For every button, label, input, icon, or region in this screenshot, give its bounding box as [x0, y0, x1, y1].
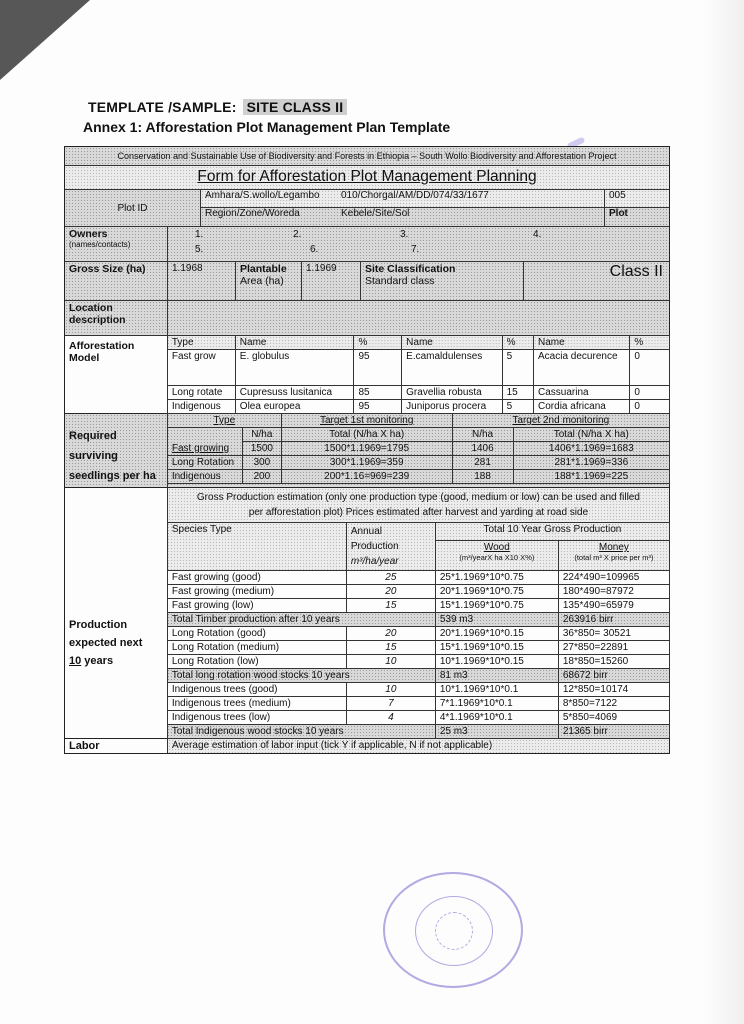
location-row — [65, 300, 669, 335]
plot-location-value[interactable]: Amhara/S.wollo/Legambo — [205, 190, 320, 201]
form-title: Form for Afforestation Plot Management Planning — [65, 165, 669, 189]
table-cell: Indigenous — [167, 400, 235, 414]
total-header-2: Total (N/ha X ha) — [513, 428, 669, 442]
production-label: Production expected next 10 years — [69, 619, 143, 667]
owner-slot-1[interactable]: 1. — [195, 229, 204, 240]
plot-management-form — [64, 146, 670, 754]
plot-id-values — [200, 190, 604, 226]
model-header-pct-2: % — [502, 336, 533, 350]
production-row — [167, 655, 669, 669]
table-cell[interactable]: 5 — [502, 400, 533, 414]
owner-slot-6[interactable]: 6. — [310, 244, 319, 255]
table-cell[interactable]: 95 — [354, 400, 402, 414]
project-banner: Conservation and Sustainable Use of Biodiversity and Forests in Ethiopia – South Wollo Biodiversity and Afforestation Project — [65, 147, 669, 165]
production-cell: Long Rotation (good) — [167, 627, 346, 641]
gross-size-value[interactable]: 1.1968 — [167, 262, 235, 300]
model-header-type: Type — [167, 336, 235, 350]
nha-header-2: N/ha — [452, 428, 513, 442]
table-cell[interactable]: 300*1.1969=359 — [281, 456, 452, 470]
production-cell[interactable]: 21365 birr — [558, 725, 669, 739]
location-label: Location description — [69, 302, 126, 326]
nha-header-1: N/ha — [242, 428, 281, 442]
production-cell[interactable]: 15*1.1969*10*0.75 — [435, 599, 558, 613]
production-total-row — [167, 669, 669, 683]
location-description-field[interactable] — [167, 301, 669, 335]
model-header-row — [167, 336, 669, 350]
plot-caption: Plot — [605, 208, 669, 226]
model-row-indigenous — [167, 400, 669, 414]
table-cell[interactable]: 1500 — [242, 442, 281, 456]
model-header-pct-3: % — [630, 336, 670, 350]
site-class-label: SITE CLASS II — [243, 99, 348, 115]
table-cell — [167, 428, 242, 442]
scan-shadow-corner — [0, 0, 90, 80]
site-class-value[interactable]: Class II — [523, 262, 669, 300]
plot-id-row — [65, 189, 669, 226]
total-10yr-header: Total 10 Year Gross Production — [435, 523, 669, 541]
afforestation-model-row — [65, 335, 669, 413]
owner-slot-7[interactable]: 7. — [411, 244, 420, 255]
production-cell: Total Timber production after 10 years — [167, 613, 435, 627]
production-cell[interactable]: 25 m3 — [435, 725, 558, 739]
labor-label: Labor — [69, 740, 100, 752]
production-cell[interactable]: 539 m3 — [435, 613, 558, 627]
table-cell[interactable]: 281 — [452, 456, 513, 470]
wood-header: Wood (m³/yearX ha X10 X%) — [435, 541, 558, 571]
gross-size-label: Gross Size (ha) — [69, 263, 146, 275]
table-cell[interactable]: 0 — [630, 350, 670, 386]
table-cell: Fast growing — [167, 442, 242, 456]
production-cell[interactable]: 10*1.1969*10*0.15 — [435, 655, 558, 669]
production-total-row — [167, 725, 669, 739]
production-cell[interactable]: 263916 birr — [558, 613, 669, 627]
production-cell: Long Rotation (low) — [167, 655, 346, 669]
model-header-pct-1: % — [354, 336, 402, 350]
species-type-header: Species Type — [167, 523, 346, 571]
model-header-name-3: Name — [534, 336, 630, 350]
seedlings-row — [65, 413, 669, 487]
table-cell[interactable]: Gravellia robusta — [402, 386, 502, 400]
table-cell: Long rotate — [167, 386, 235, 400]
production-cell: Indigenous trees (low) — [167, 711, 346, 725]
owners-label: Owners — [69, 228, 108, 240]
plot-location-caption: Region/Zone/Woreda — [205, 208, 300, 219]
production-row — [167, 599, 669, 613]
total-header-1: Total (N/ha X ha) — [281, 428, 452, 442]
production-cell: Fast growing (low) — [167, 599, 346, 613]
production-cell[interactable]: 36*850= 30521 — [558, 627, 669, 641]
production-cell: Fast growing (good) — [167, 571, 346, 585]
seedlings-type-header: Type — [167, 414, 281, 428]
production-total-row — [167, 613, 669, 627]
production-cell[interactable]: 15*1.1969*10*0.15 — [435, 641, 558, 655]
production-cell[interactable]: 224*490=109965 — [558, 571, 669, 585]
seedlings-row-long-rotation — [167, 456, 669, 470]
table-cell[interactable]: 5 — [502, 350, 533, 386]
table-cell[interactable]: Cassuarina — [534, 386, 630, 400]
annex-title: Annex 1: Afforestation Plot Management Plan Template — [83, 119, 451, 135]
model-header-name-2: Name — [402, 336, 502, 350]
table-cell[interactable]: 85 — [354, 386, 402, 400]
template-label: TEMPLATE /SAMPLE: — [88, 99, 237, 115]
annual-production-header: Annual Production m³/ha/year — [346, 523, 435, 571]
production-cell[interactable]: 68672 birr — [558, 669, 669, 683]
production-table — [167, 488, 669, 738]
table-cell[interactable]: 15 — [502, 386, 533, 400]
model-row-fast-grow — [167, 350, 669, 386]
production-cell[interactable]: 180*490=87972 — [558, 585, 669, 599]
table-cell: Indigenous — [167, 470, 242, 484]
seedlings-row-indigenous — [167, 470, 669, 484]
owner-slot-5[interactable]: 5. — [195, 244, 204, 255]
table-cell[interactable]: 200 — [242, 470, 281, 484]
money-header: Money (total m³ X price per m³) — [558, 541, 669, 571]
table-cell[interactable]: Olea europea — [235, 400, 354, 414]
production-cell: Long Rotation (medium) — [167, 641, 346, 655]
production-cell[interactable]: 20 — [346, 585, 435, 599]
seedlings-label: Required surviving seedlings per ha — [69, 430, 156, 482]
table-cell[interactable]: E. globulus — [235, 350, 354, 386]
owners-sublabel: (names/contacts) — [69, 240, 131, 249]
production-cell[interactable]: 20*1.1969*10*0.15 — [435, 627, 558, 641]
table-cell[interactable]: 200*1.16=969=239 — [281, 470, 452, 484]
production-cell[interactable]: 15 — [346, 641, 435, 655]
production-cell[interactable]: 20*1.1969*10*0.75 — [435, 585, 558, 599]
table-cell[interactable]: 0 — [630, 386, 670, 400]
production-row — [167, 585, 669, 599]
template-heading — [88, 99, 347, 115]
plantable-area-value[interactable]: 1.1969 — [301, 262, 360, 300]
production-cell: Indigenous trees (medium) — [167, 697, 346, 711]
site-classification-label: Site Classification Standard class — [360, 262, 523, 300]
table-cell[interactable]: Acacia decurence — [534, 350, 630, 386]
table-cell[interactable]: 1500*1.1969=1795 — [281, 442, 452, 456]
owners-slots — [167, 227, 669, 261]
table-cell[interactable]: 0 — [630, 400, 670, 414]
table-cell: Fast grow — [167, 350, 235, 386]
plot-code-value[interactable]: 010/Chorgal/AM/DD/074/33/1677 — [341, 190, 489, 201]
production-cell[interactable]: 81 m3 — [435, 669, 558, 683]
production-cell: Total long rotation wood stocks 10 years — [167, 669, 435, 683]
owner-slot-3[interactable]: 3. — [400, 229, 409, 240]
official-seal-stamp — [383, 872, 523, 988]
production-cell[interactable]: 7*1.1969*10*0.1 — [435, 697, 558, 711]
production-cell: Indigenous trees (good) — [167, 683, 346, 697]
target-1-header: Target 1st monitoring — [281, 414, 452, 428]
production-row — [167, 641, 669, 655]
production-cell[interactable]: 7 — [346, 697, 435, 711]
labor-instruction: Average estimation of labor input (tick Y if applicable, N if not applicable) — [167, 739, 669, 753]
table-cell[interactable]: 188*1.1969=225 — [513, 470, 669, 484]
production-row — [167, 627, 669, 641]
plot-number[interactable]: 005 — [605, 190, 669, 208]
production-cell: Fast growing (medium) — [167, 585, 346, 599]
production-cell[interactable]: 4*1.1969*10*0.1 — [435, 711, 558, 725]
production-cell[interactable]: 25*1.1969*10*0.75 — [435, 571, 558, 585]
model-header-name-1: Name — [235, 336, 354, 350]
production-cell[interactable]: 20 — [346, 627, 435, 641]
owners-row — [65, 226, 669, 261]
table-cell[interactable]: E.camaldulenses — [402, 350, 502, 386]
production-row — [167, 711, 669, 725]
production-cell[interactable]: 10 — [346, 683, 435, 697]
afforestation-model-label: Afforestation Model — [69, 340, 135, 364]
production-intro: Gross Production estimation (only one production type (good, medium or low) can be used and filled per afforestation plot) Prices estimated after harvest and yarding at road side — [168, 488, 669, 522]
production-row — [167, 571, 669, 585]
table-cell[interactable]: 1406 — [452, 442, 513, 456]
production-row — [167, 697, 669, 711]
production-cell[interactable]: 10 — [346, 655, 435, 669]
owner-slot-4[interactable]: 4. — [533, 229, 542, 240]
seedlings-row-fast-growing — [167, 442, 669, 456]
scan-page-edge — [704, 0, 744, 1024]
table-cell[interactable]: 95 — [354, 350, 402, 386]
plot-code-caption: Kebele/Site/Sol — [341, 208, 410, 219]
production-cell[interactable]: 25 — [346, 571, 435, 585]
production-cell[interactable]: 5*850=4069 — [558, 711, 669, 725]
plantable-area-label: Plantable Area (ha) — [235, 262, 301, 300]
table-cell: Long Rotation — [167, 456, 242, 470]
seedlings-table — [167, 414, 669, 487]
table-cell[interactable]: 281*1.1969=336 — [513, 456, 669, 470]
production-cell[interactable]: 8*850=7122 — [558, 697, 669, 711]
production-cell[interactable]: 4 — [346, 711, 435, 725]
plot-number-cell — [604, 190, 669, 226]
model-row-long-rotate — [167, 386, 669, 400]
production-row — [65, 487, 669, 738]
production-cell[interactable]: 18*850=15260 — [558, 655, 669, 669]
plot-id-label: Plot ID — [65, 190, 200, 226]
production-cell[interactable]: 15 — [346, 599, 435, 613]
production-cell[interactable]: 10*1.1969*10*0.1 — [435, 683, 558, 697]
table-cell[interactable]: 300 — [242, 456, 281, 470]
gross-size-row — [65, 261, 669, 300]
table-cell[interactable]: Cupresuss lusitanica — [235, 386, 354, 400]
production-cell: Total Indigenous wood stocks 10 years — [167, 725, 435, 739]
afforestation-model-table — [167, 336, 669, 413]
production-cell[interactable]: 12*850=10174 — [558, 683, 669, 697]
production-cell[interactable]: 27*850=22891 — [558, 641, 669, 655]
table-cell[interactable]: Cordia africana — [534, 400, 630, 414]
table-cell[interactable]: Juniporus procera — [402, 400, 502, 414]
table-cell[interactable]: 1406*1.1969=1683 — [513, 442, 669, 456]
labor-row — [65, 738, 669, 753]
table-cell[interactable]: 188 — [452, 470, 513, 484]
target-2-header: Target 2nd monitoring — [452, 414, 669, 428]
production-cell[interactable]: 135*490=65979 — [558, 599, 669, 613]
owner-slot-2[interactable]: 2. — [293, 229, 302, 240]
owners-label-cell — [65, 227, 167, 261]
production-row — [167, 683, 669, 697]
